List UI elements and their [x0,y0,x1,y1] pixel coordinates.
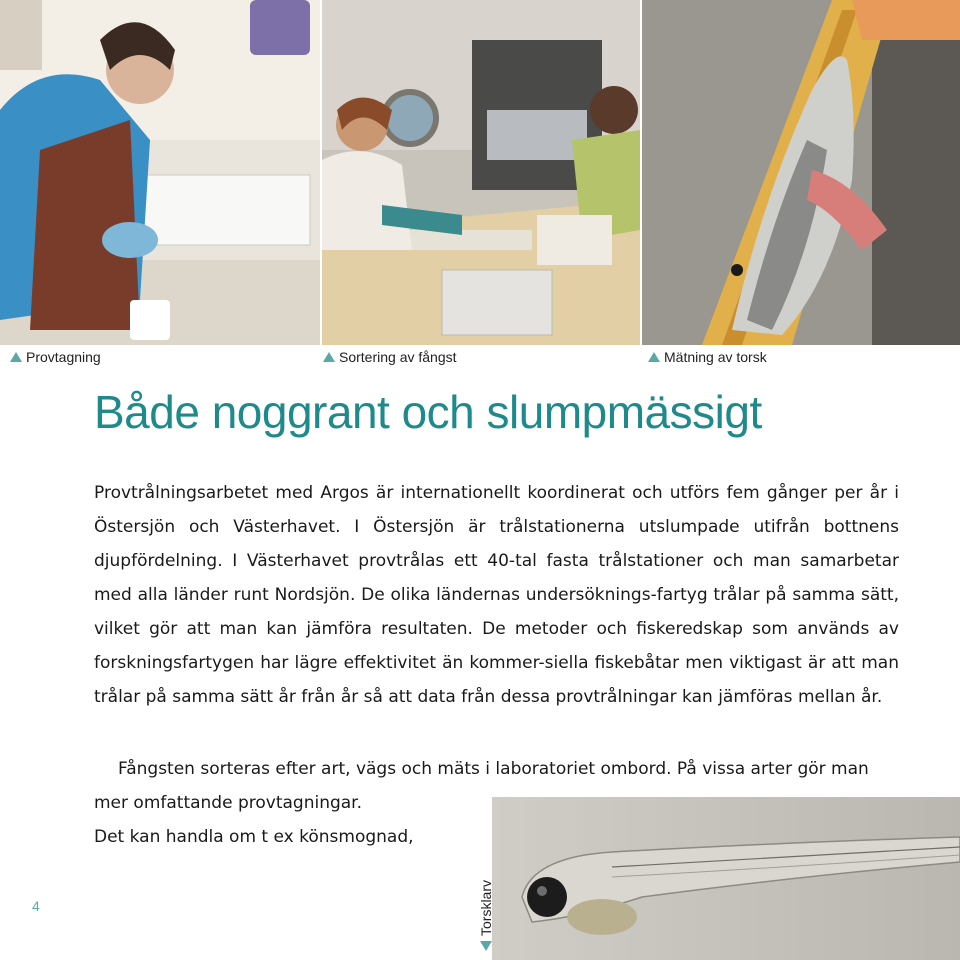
page-title: Både noggrant och slumpmässigt [94,386,762,438]
caption-matning-text: Mätning av torsk [664,349,767,365]
body-paragraph-1: Provtrålningsarbetet med Argos är internationellt koordinerat och utförs fem gånger per år i Östersjön och Västerhavet. I Östersjön är trålstationerna utslumpade utifrån bottnens djupfördelning. I Västerhavet provtrålas ett 40-tal fasta trålstationer och man samarbetar med alla länder runt Nordsjön. De olika ländernas undersöknings-fartyg trålar på samma sätt, vilket gör att man kan jämföra resultaten. De metoder och fiskeredskap som används av forskningsfartygen har lägre effektivitet än kommer-siella fiskebåtar men viktigast är att man trålar på samma sätt år från år så att data från dessa provtrålningar kan jämföras mellan år. [94,483,899,707]
triangle-down-icon [480,941,492,951]
caption-sortering-text: Sortering av fångst [339,349,457,365]
page-number: 4 [32,898,40,914]
triangle-up-icon [648,352,660,362]
caption-matning [648,349,767,365]
photo-sortering [322,0,640,345]
photo-matning [642,0,960,345]
caption-torsklarv-text: Torsklarv [478,879,494,936]
caption-sortering [323,349,457,365]
caption-provtagning-text: Provtagning [26,349,101,365]
caption-provtagning [10,349,101,365]
caption-torsklarv [462,850,494,952]
photo-torsklarv [492,797,960,960]
triangle-up-icon [323,352,335,362]
triangle-up-icon [10,352,22,362]
body-paragraph-2: Fångsten sorteras efter art, vägs och mäts i laboratoriet ombord. På vissa arter gör man mer omfattande provtagningar. [94,759,869,813]
body-paragraph-3: Det kan handla om t ex könsmognad, [94,827,414,847]
photo-provtagning [0,0,320,345]
